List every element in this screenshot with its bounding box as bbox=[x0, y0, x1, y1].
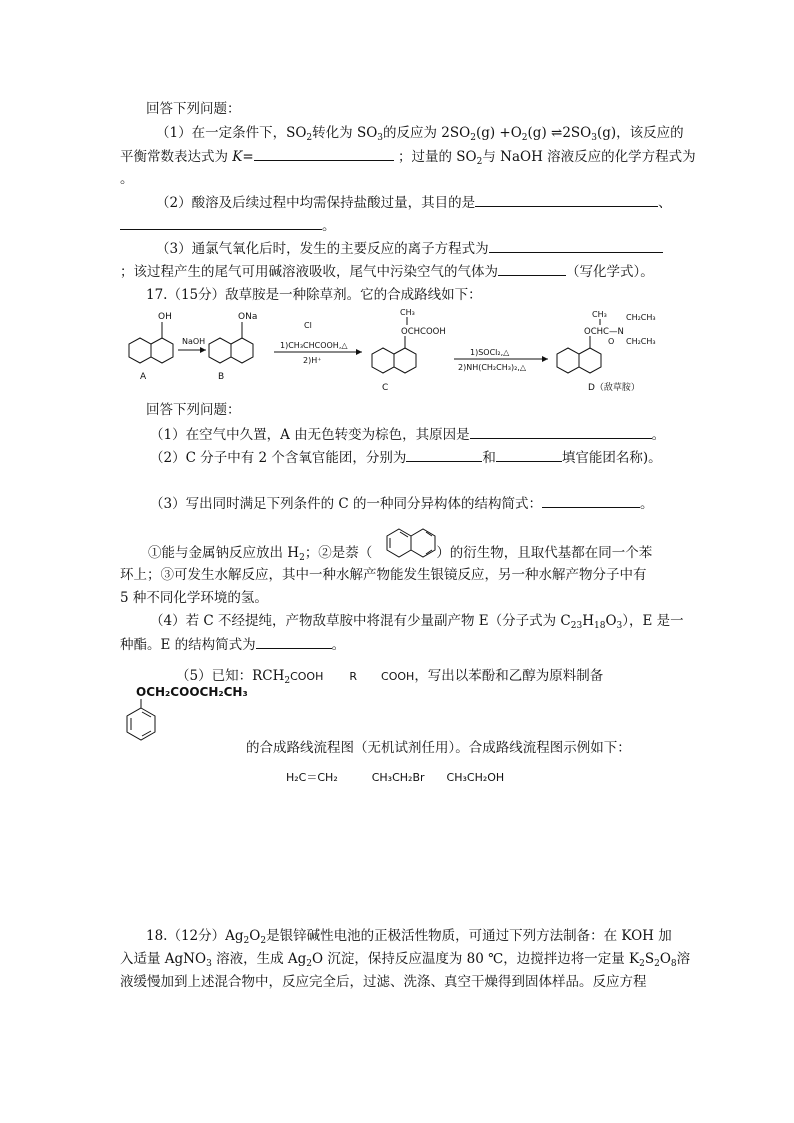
q16-part1-line1: （1）在一定条件下，$SO_2$转化为 $SO_3$的反应为 $2SO_2(g) +O_2(g)$ $\rightleftharpoons 2SO_3(g)$，该反应的 bbox=[156, 125, 684, 143]
q18-line1: 18.（12分）$Ag_2O_2$是银锌碱性电池的正极活性物质，可通过下列方法制备：在 KOH 加 bbox=[146, 928, 672, 946]
label-cl: Cl bbox=[304, 321, 312, 330]
label-b: B bbox=[218, 372, 225, 382]
q17-conditions-line2: 环上；③可发生水解反应，其中一种水解产物能发生银镜反应，另一种水解产物分子中有 bbox=[120, 567, 647, 583]
answer-blank[interactable] bbox=[542, 494, 640, 508]
answer-blank[interactable] bbox=[489, 239, 663, 253]
example-step-3: CH₃CH₂OH bbox=[446, 771, 505, 784]
q17-part4-line2: 种酯。E 的结构简式为 。 bbox=[120, 637, 346, 653]
q17-part2: （2）C 分子中有 2 个含氧官能团，分别为 和 填官能团名称)。 bbox=[150, 450, 662, 466]
naphthalene-a-structure bbox=[129, 322, 173, 363]
label-ona: ONa bbox=[238, 312, 258, 322]
synthesis-scheme bbox=[118, 308, 678, 400]
label-d: D（敌草胺） bbox=[588, 383, 640, 393]
q17-intro: 回答下列问题： bbox=[146, 402, 241, 418]
label-d-et2: CH₂CH₃ bbox=[626, 337, 656, 346]
q16-part2-line1: （2）酸溶及后续过程中均需保持盐酸过量，其目的是 、 bbox=[156, 195, 672, 211]
label-c-group: OCHCOOH bbox=[401, 327, 446, 337]
answer-blank[interactable] bbox=[254, 147, 394, 161]
label-step2-bottom: 2)H⁺ bbox=[303, 356, 322, 365]
q17-part5-line2: 的合成路线流程图（无机试剂任用）。合成路线流程图示例如下： bbox=[246, 740, 631, 756]
answer-blank[interactable] bbox=[496, 448, 562, 462]
answer-blank[interactable] bbox=[120, 216, 322, 230]
answer-blank[interactable] bbox=[256, 635, 332, 649]
label-step3-bottom: 2)NH(CH₂CH₃)₂,△ bbox=[458, 363, 526, 372]
label-c-ch3: CH₃ bbox=[400, 308, 415, 317]
q17-part3: （3）写出同时满足下列条件的 C 的一种同分异构体的结构简式： 。 bbox=[150, 496, 654, 512]
label-d-ch3: CH₃ bbox=[592, 310, 607, 319]
label-a: A bbox=[140, 372, 147, 382]
q17-part4-line1: （4）若 C 不经提纯，产物敌草胺中将混有少量副产物 E（分子式为 $C_{23}H_{18}O_3$），E 是一 bbox=[150, 613, 684, 631]
q16-intro: 回答下列问题： bbox=[146, 101, 241, 117]
q16-part1-line3: 。 bbox=[120, 171, 134, 187]
label-c: C bbox=[382, 383, 389, 393]
label-oh: OH bbox=[158, 312, 172, 322]
example-step-1: H₂C＝CH₂ bbox=[286, 771, 338, 784]
answer-blank[interactable] bbox=[498, 262, 566, 276]
q17-conditions-line1: ①能与金属钠反应放出 $H_2$；②是萘（ ）的衍生物，且取代基都在同一个苯 bbox=[148, 545, 653, 563]
target-molecule bbox=[122, 682, 262, 750]
q16-part1-line2: 平衡常数表达式为 K= ；过量的 $SO_2$与 NaOH 溶液反应的化学方程式为 bbox=[120, 149, 696, 167]
example-step-2: CH₃CH₂Br bbox=[371, 771, 425, 784]
label-naoh: NaOH bbox=[182, 337, 206, 346]
example-route bbox=[286, 769, 504, 787]
q17-conditions-line3: 5 种不同化学环境的氢。 bbox=[120, 590, 268, 606]
q16-part3-line2: ；该过程产生的尾气可用碱溶液吸收，尾气中污染空气的气体为 （写化学式）。 bbox=[120, 264, 654, 280]
equilibrium-arrow: ⇌ bbox=[551, 125, 563, 141]
q16-part2-line2: 。 bbox=[120, 216, 336, 235]
naphthalene-icon bbox=[382, 523, 442, 563]
answer-blank[interactable] bbox=[475, 193, 658, 207]
q18-line3: 液缓慢加到上述混合物中，反应完全后，过滤、洗涤、真空干燥得到固体样品。反应方程 bbox=[120, 974, 647, 990]
label-step2-top: 1)CH₃CHCOOH,△ bbox=[280, 341, 348, 350]
naphthalene-c-structure bbox=[372, 317, 416, 373]
label-d-o: O bbox=[608, 337, 615, 346]
q17-header: 17.（15分）敌草胺是一种除草剂。它的合成路线如下： bbox=[146, 287, 482, 303]
q18-line2: 入适量 AgNO$_3$ 溶液，生成 $Ag_2O$ 沉淀，保持反应温度为 80 ℃，边搅拌边将一定量 $K_2S_2O_8$溶 bbox=[120, 951, 691, 969]
label-d-et1: CH₂CH₃ bbox=[626, 313, 656, 322]
target-formula: OCH₂COOCH₂CH₃ bbox=[136, 685, 248, 699]
naphthalene-b-structure bbox=[209, 322, 253, 363]
q17-part5-line1: （5）已知：$RCH_2COOH$ R COOH，写出以苯酚和乙醇为原料制备 bbox=[176, 668, 604, 686]
q16-part3-line1: （3）通氯气氧化后时，发生的主要反应的离子方程式为 bbox=[156, 239, 663, 258]
label-d-group: OCHC—N bbox=[584, 327, 624, 337]
answer-blank[interactable] bbox=[406, 448, 482, 462]
label-step3-top: 1)SOCl₂,△ bbox=[470, 348, 510, 357]
answer-blank[interactable] bbox=[470, 425, 652, 439]
q17-part1: （1）在空气中久置，A 由无色转变为棕色，其原因是 。 bbox=[150, 427, 666, 443]
